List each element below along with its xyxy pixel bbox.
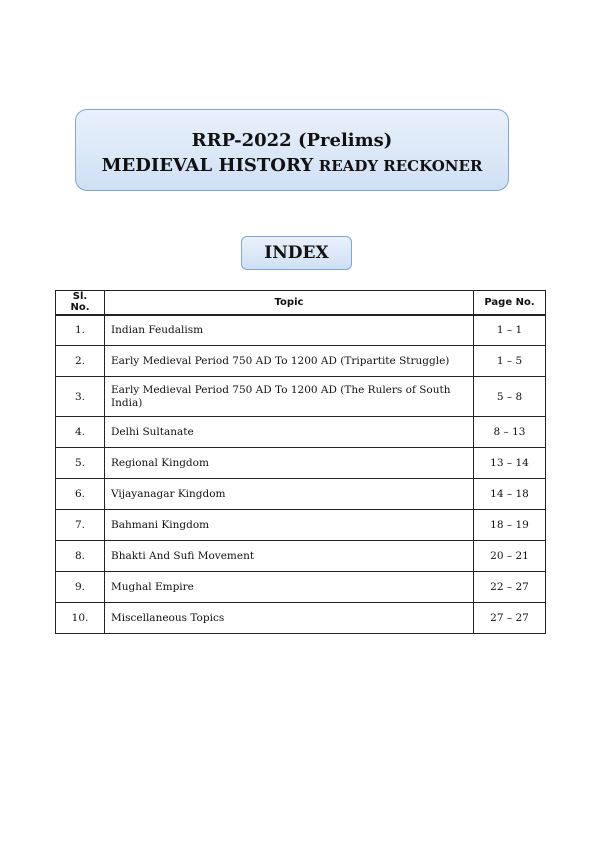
row-pages: 27 – 27 bbox=[474, 603, 546, 634]
title-subject: MEDIEVAL HISTORY bbox=[101, 155, 314, 176]
row-topic: Mughal Empire bbox=[105, 572, 474, 603]
row-pages: 20 – 21 bbox=[474, 541, 546, 572]
row-topic: Early Medieval Period 750 AD To 1200 AD (The Rulers of South India) bbox=[105, 377, 474, 417]
row-pages: 8 – 13 bbox=[474, 417, 546, 448]
row-pages: 14 – 18 bbox=[474, 479, 546, 510]
row-pages: 5 – 8 bbox=[474, 377, 546, 417]
title-line2 bbox=[76, 154, 508, 178]
table-row bbox=[56, 510, 546, 541]
row-topic: Vijayanagar Kingdom bbox=[105, 479, 474, 510]
title-line1: RRP-2022 (Prelims) bbox=[191, 130, 393, 151]
row-topic: Miscellaneous Topics bbox=[105, 603, 474, 634]
row-topic: Regional Kingdom bbox=[105, 448, 474, 479]
column-header-pages: Page No. bbox=[474, 291, 546, 315]
row-pages: 18 – 19 bbox=[474, 510, 546, 541]
table-row bbox=[56, 377, 546, 417]
row-sl: 3. bbox=[56, 377, 105, 417]
row-sl: 8. bbox=[56, 541, 105, 572]
row-sl: 6. bbox=[56, 479, 105, 510]
row-sl: 5. bbox=[56, 448, 105, 479]
table-row bbox=[56, 346, 546, 377]
title-suffix: READY RECKONER bbox=[318, 157, 483, 175]
row-sl: 7. bbox=[56, 510, 105, 541]
table-row bbox=[56, 315, 546, 346]
row-pages: 13 – 14 bbox=[474, 448, 546, 479]
row-topic: Delhi Sultanate bbox=[105, 417, 474, 448]
row-pages: 22 – 27 bbox=[474, 572, 546, 603]
row-topic: Bahmani Kingdom bbox=[105, 510, 474, 541]
column-header-sl: Sl. No. bbox=[56, 291, 105, 315]
row-pages: 1 – 5 bbox=[474, 346, 546, 377]
table-row bbox=[56, 479, 546, 510]
table-header-row bbox=[56, 291, 546, 315]
column-header-topic: Topic bbox=[105, 291, 474, 315]
title-box bbox=[75, 109, 509, 191]
table-row bbox=[56, 603, 546, 634]
row-topic: Bhakti And Sufi Movement bbox=[105, 541, 474, 572]
table-row bbox=[56, 448, 546, 479]
table-row bbox=[56, 541, 546, 572]
table-row bbox=[56, 417, 546, 448]
row-topic: Early Medieval Period 750 AD To 1200 AD (Tripartite Struggle) bbox=[105, 346, 474, 377]
row-sl: 4. bbox=[56, 417, 105, 448]
index-heading: INDEX bbox=[241, 236, 352, 270]
row-sl: 10. bbox=[56, 603, 105, 634]
row-sl: 9. bbox=[56, 572, 105, 603]
row-sl: 1. bbox=[56, 315, 105, 346]
row-sl: 2. bbox=[56, 346, 105, 377]
row-pages: 1 – 1 bbox=[474, 315, 546, 346]
index-table bbox=[55, 290, 546, 634]
table-row bbox=[56, 572, 546, 603]
row-topic: Indian Feudalism bbox=[105, 315, 474, 346]
